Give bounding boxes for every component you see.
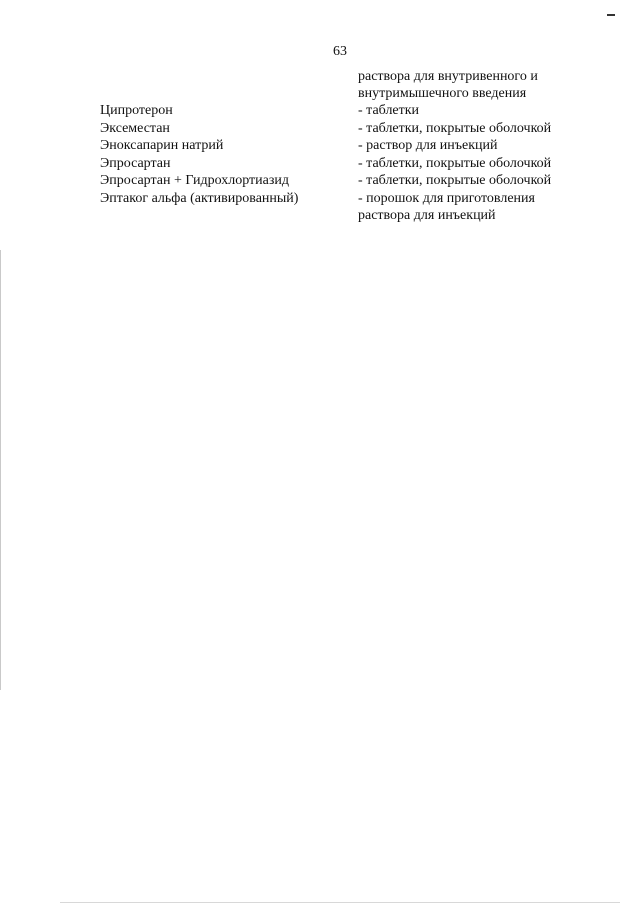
dosage-form — [358, 190, 578, 225]
dosage-form-line: - раствор для инъекций — [358, 138, 498, 153]
drug-name: Эптаког альфа (активированный) — [100, 190, 299, 206]
dosage-form-line: - таблетки, покрытые оболочкой — [358, 155, 552, 171]
dosage-form-line: - таблетки, покрытые оболочкой — [358, 173, 552, 188]
continued-form-line: внутримышечного введения — [358, 86, 527, 101]
drug-row — [100, 102, 578, 120]
drug-row — [100, 155, 578, 173]
drug-name: Эпросартан + Гидрохлортиазид — [100, 173, 289, 188]
drug-name: Ципротерон — [100, 103, 173, 118]
dosage-form-line: раствора для инъекций — [358, 208, 496, 223]
drug-row — [100, 137, 578, 155]
dosage-form — [358, 137, 578, 155]
scan-corner-mark — [607, 14, 615, 16]
dosage-form — [358, 120, 578, 138]
dosage-form — [358, 155, 578, 173]
drug-row — [100, 120, 578, 138]
dosage-form-line: - таблетки, покрытые оболочкой — [358, 120, 552, 136]
drug-name: Эксеместан — [100, 120, 170, 136]
continued-form-line: раствора для внутривенного и — [358, 69, 538, 84]
drug-name: Эпросартан — [100, 155, 171, 171]
dosage-form-line: - таблетки — [358, 103, 420, 118]
drug-list — [100, 102, 578, 225]
scan-bottom-edge — [60, 902, 620, 903]
drug-row — [100, 190, 578, 225]
dosage-form — [358, 172, 578, 190]
drug-row — [100, 172, 578, 190]
dosage-form — [358, 102, 578, 120]
scan-edge-line — [0, 250, 1, 690]
dosage-form-line: - порошок для приготовления — [358, 190, 535, 206]
continued-dosage-form — [358, 68, 538, 102]
drug-name: Эноксапарин натрий — [100, 138, 224, 153]
page-number: 63 — [333, 44, 347, 59]
